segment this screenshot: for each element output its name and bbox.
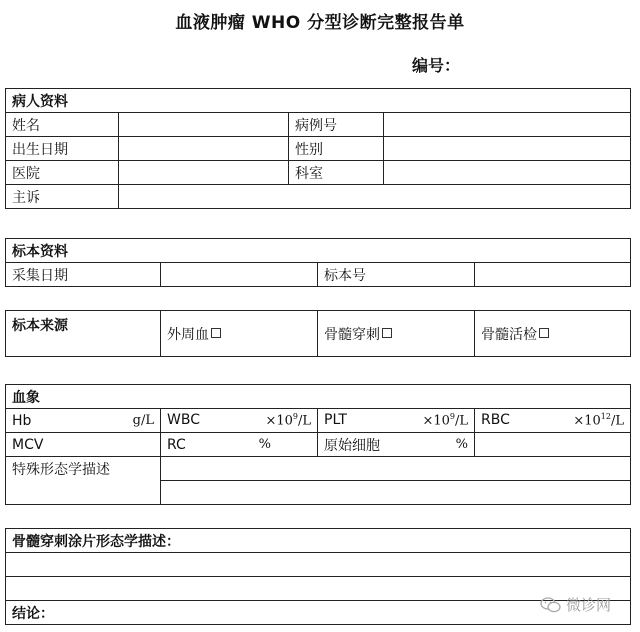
rc-label: RC <box>167 436 186 453</box>
rbc-label: RBC <box>481 412 510 429</box>
patient-table <box>5 88 631 209</box>
hb-unit: g/L <box>132 413 154 428</box>
name-field[interactable] <box>119 113 289 137</box>
sex-field[interactable] <box>384 137 631 161</box>
plt-cell[interactable] <box>318 409 475 433</box>
case-number-field[interactable] <box>384 113 631 137</box>
wbc-label: WBC <box>167 412 200 429</box>
hospital-label: 医院 <box>6 161 119 185</box>
morphology-label: 特殊形态学描述 <box>6 457 161 505</box>
specimen-table <box>5 238 631 287</box>
morphology-field-1[interactable] <box>161 457 631 481</box>
mcv-cell[interactable] <box>6 433 161 457</box>
specimen-number-label: 标本号 <box>318 263 475 287</box>
biopsy-checkbox[interactable] <box>539 328 549 338</box>
wbc-cell[interactable] <box>161 409 318 433</box>
rbc-cell[interactable] <box>475 409 631 433</box>
report-number-label: 编号： <box>412 56 461 75</box>
morphology-field-2[interactable] <box>161 481 631 505</box>
source-aspiration-option[interactable] <box>318 311 475 357</box>
sex-label: 性别 <box>289 137 384 161</box>
blood-section-title: 血象 <box>6 385 631 409</box>
source-peripheral-option[interactable] <box>161 311 318 357</box>
dob-field[interactable] <box>119 137 289 161</box>
patient-section-title: 病人资料 <box>6 89 631 113</box>
hb-label: Hb <box>12 412 32 429</box>
aspiration-label: 骨髓穿刺 <box>324 326 380 343</box>
plt-unit: $\times 10^9/L$ <box>422 412 468 429</box>
report-title: 血液肿瘤 WHO 分型诊断完整报告单 <box>175 13 465 33</box>
marrow-table <box>5 528 631 625</box>
rc-cell[interactable] <box>161 433 318 457</box>
wechat-icon <box>540 596 562 614</box>
rc-unit: % <box>258 437 271 452</box>
peripheral-label: 外周血 <box>167 326 209 343</box>
watermark-text: 微诊网 <box>566 596 612 614</box>
source-biopsy-option[interactable] <box>475 311 631 357</box>
rbc-unit: $\times 10^{12}/L$ <box>573 412 624 429</box>
blast-label: 原始细胞 <box>324 437 380 454</box>
blast-unit: % <box>455 437 468 452</box>
blast-cell[interactable] <box>318 433 475 457</box>
hospital-field[interactable] <box>119 161 289 185</box>
marrow-field-1[interactable] <box>6 553 631 577</box>
department-field[interactable] <box>384 161 631 185</box>
collect-date-label: 采集日期 <box>6 263 161 287</box>
specimen-number-field[interactable] <box>475 263 631 287</box>
hb-cell[interactable] <box>6 409 161 433</box>
mcv-label: MCV <box>12 436 44 453</box>
peripheral-checkbox[interactable] <box>211 328 221 338</box>
case-number-label: 病例号 <box>289 113 384 137</box>
dob-label: 出生日期 <box>6 137 119 161</box>
wbc-unit: $\times 10^9/L$ <box>265 412 311 429</box>
source-section-title: 标本来源 <box>6 311 161 357</box>
watermark <box>540 594 611 615</box>
biopsy-label: 骨髓活检 <box>481 326 537 343</box>
source-table <box>5 310 631 357</box>
complaint-label: 主诉 <box>6 185 119 209</box>
marrow-section-title: 骨髓穿刺涂片形态学描述： <box>6 529 631 553</box>
conclusion-label: 结论： <box>6 601 631 625</box>
department-label: 科室 <box>289 161 384 185</box>
collect-date-field[interactable] <box>161 263 318 287</box>
name-label: 姓名 <box>6 113 119 137</box>
blood-table <box>5 384 631 505</box>
blank-cell[interactable] <box>475 433 631 457</box>
marrow-field-2[interactable] <box>6 577 631 601</box>
specimen-section-title: 标本资料 <box>6 239 631 263</box>
plt-label: PLT <box>324 412 347 429</box>
complaint-field[interactable] <box>119 185 631 209</box>
aspiration-checkbox[interactable] <box>382 328 392 338</box>
